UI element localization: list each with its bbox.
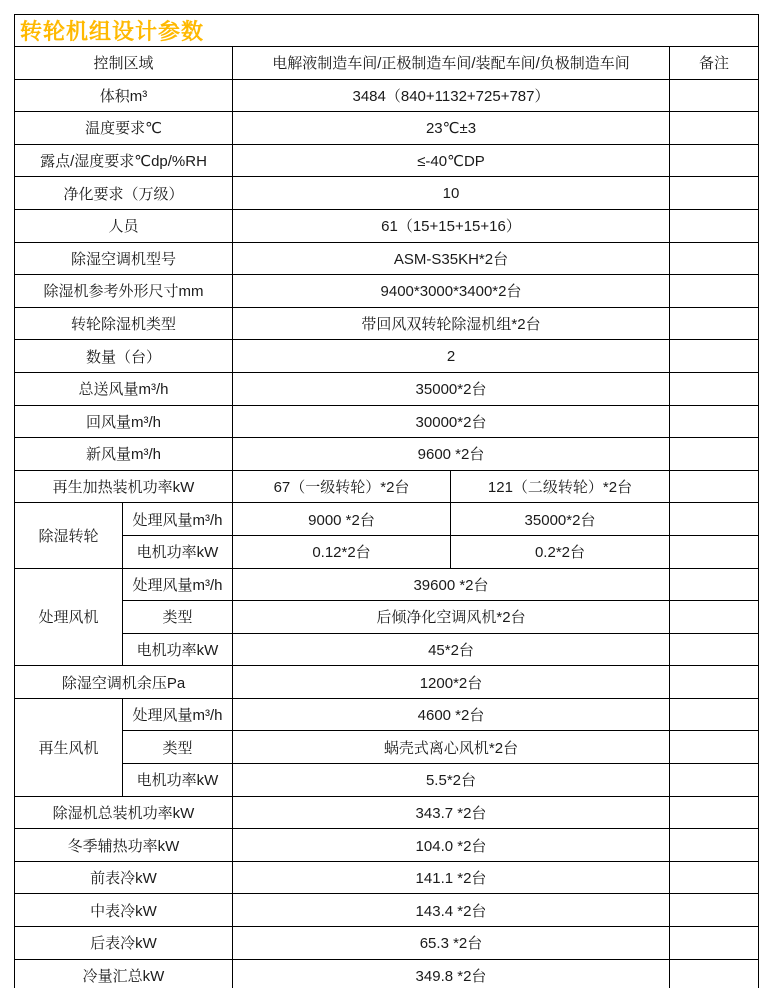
page-title: 转轮机组设计参数 [20,19,205,44]
param-value: 4600 *2台 [233,698,670,731]
param-value-stage1: 9000 *2台 [233,503,451,536]
design-params-table [14,14,759,988]
param-value: 65.3 *2台 [233,927,670,960]
row-unit-size [15,275,759,308]
row-return-air [15,405,759,438]
row-front-cooling [15,861,759,894]
row-wheel-unit-type [15,307,759,340]
param-label: 冬季辅热功率kW [15,829,233,862]
param-label: 中表冷kW [15,894,233,927]
param-label: 除湿机总装机功率kW [15,796,233,829]
param-value: 3484（840+1132+725+787） [233,79,670,112]
remark-cell [670,79,759,112]
param-label: 前表冷kW [15,861,233,894]
sub-param-label: 类型 [123,601,233,634]
remark-cell [670,372,759,405]
sub-param-label: 处理风量m³/h [123,568,233,601]
param-value-stage2: 0.2*2台 [451,535,670,568]
remark-cell [670,601,759,634]
remark-cell [670,242,759,275]
sub-param-label: 电机功率kW [123,535,233,568]
param-label: 转轮除湿机类型 [15,307,233,340]
param-value: 带回风双转轮除湿机组*2台 [233,307,670,340]
header-remark: 备注 [670,47,759,80]
param-label: 除湿机参考外形尺寸mm [15,275,233,308]
header-workshops: 电解液制造车间/正极制造车间/装配车间/负极制造车间 [233,47,670,80]
param-value: 9400*3000*3400*2台 [233,275,670,308]
row-cleanliness [15,177,759,210]
param-value: 2 [233,340,670,373]
sub-param-label: 电机功率kW [123,764,233,797]
row-regen-heating-power [15,470,759,503]
remark-cell [670,470,759,503]
remark-cell [670,894,759,927]
row-temperature [15,112,759,145]
row-personnel [15,209,759,242]
row-dehumid-wheel-airflow [15,503,759,536]
param-value: 1200*2台 [233,666,670,699]
remark-cell [670,275,759,308]
param-value: 蜗壳式离心风机*2台 [233,731,670,764]
param-value: ASM-S35KH*2台 [233,242,670,275]
param-label: 回风量m³/h [15,405,233,438]
param-value: 45*2台 [233,633,670,666]
row-total-supply-air [15,372,759,405]
param-value: 61（15+15+15+16） [233,209,670,242]
param-value: 10 [233,177,670,210]
param-value: 5.5*2台 [233,764,670,797]
param-label: 体积m³ [15,79,233,112]
remark-cell [670,144,759,177]
row-dehumid-wheel-motor-power [15,535,759,568]
row-winter-aux-heat [15,829,759,862]
param-value-stage2: 35000*2台 [451,503,670,536]
param-value: 349.8 *2台 [233,959,670,988]
remark-cell [670,340,759,373]
row-process-fan-motor-power [15,633,759,666]
row-regen-fan-type [15,731,759,764]
remark-cell [670,731,759,764]
param-value-stage2: 121（二级转轮）*2台 [451,470,670,503]
header-control-area: 控制区域 [15,47,233,80]
remark-cell [670,405,759,438]
remark-cell [670,503,759,536]
group-label-regen-fan: 再生风机 [15,698,123,796]
param-value-stage1: 67（一级转轮）*2台 [233,470,451,503]
row-volume [15,79,759,112]
row-unit-model [15,242,759,275]
sub-param-label: 类型 [123,731,233,764]
row-rear-cooling [15,927,759,960]
sub-param-label: 处理风量m³/h [123,503,233,536]
param-label: 数量（台） [15,340,233,373]
param-value: 后倾净化空调风机*2台 [233,601,670,634]
param-label: 除湿空调机余压Pa [15,666,233,699]
group-label-process-fan: 处理风机 [15,568,123,666]
param-value-stage1: 0.12*2台 [233,535,451,568]
param-value: 143.4 *2台 [233,894,670,927]
param-label: 温度要求℃ [15,112,233,145]
title-row [15,15,759,47]
sub-param-label: 处理风量m³/h [123,698,233,731]
remark-cell [670,633,759,666]
remark-cell [670,568,759,601]
row-fresh-air [15,438,759,471]
param-value: 35000*2台 [233,372,670,405]
remark-cell [670,209,759,242]
param-value: 104.0 *2台 [233,829,670,862]
row-cooling-total [15,959,759,988]
remark-cell [670,927,759,960]
param-label: 总送风量m³/h [15,372,233,405]
remark-cell [670,112,759,145]
param-label: 除湿空调机型号 [15,242,233,275]
remark-cell [670,698,759,731]
param-value: 141.1 *2台 [233,861,670,894]
param-label: 后表冷kW [15,927,233,960]
remark-cell [670,861,759,894]
remark-cell [670,177,759,210]
param-value: 9600 *2台 [233,438,670,471]
row-mid-cooling [15,894,759,927]
remark-cell [670,829,759,862]
param-value: 23℃±3 [233,112,670,145]
remark-cell [670,438,759,471]
row-regen-fan-motor-power [15,764,759,797]
spreadsheet-area [14,14,759,988]
param-value: 343.7 *2台 [233,796,670,829]
param-label: 净化要求（万级） [15,177,233,210]
row-total-installed-power [15,796,759,829]
param-label: 冷量汇总kW [15,959,233,988]
remark-cell [670,307,759,340]
row-regen-fan-airflow [15,698,759,731]
row-quantity [15,340,759,373]
group-label-dehumid-wheel: 除湿转轮 [15,503,123,568]
param-label: 人员 [15,209,233,242]
remark-cell [670,666,759,699]
param-label: 新风量m³/h [15,438,233,471]
param-label: 再生加热装机功率kW [15,470,233,503]
param-value: 30000*2台 [233,405,670,438]
remark-cell [670,764,759,797]
row-dew-point [15,144,759,177]
remark-cell [670,959,759,988]
remark-cell [670,535,759,568]
remark-cell [670,796,759,829]
sub-param-label: 电机功率kW [123,633,233,666]
row-residual-pressure [15,666,759,699]
row-process-fan-type [15,601,759,634]
title-cell [15,15,759,47]
header-row [15,47,759,80]
row-process-fan-airflow [15,568,759,601]
param-value: ≤-40℃DP [233,144,670,177]
param-label: 露点/湿度要求℃dp/%RH [15,144,233,177]
param-value: 39600 *2台 [233,568,670,601]
